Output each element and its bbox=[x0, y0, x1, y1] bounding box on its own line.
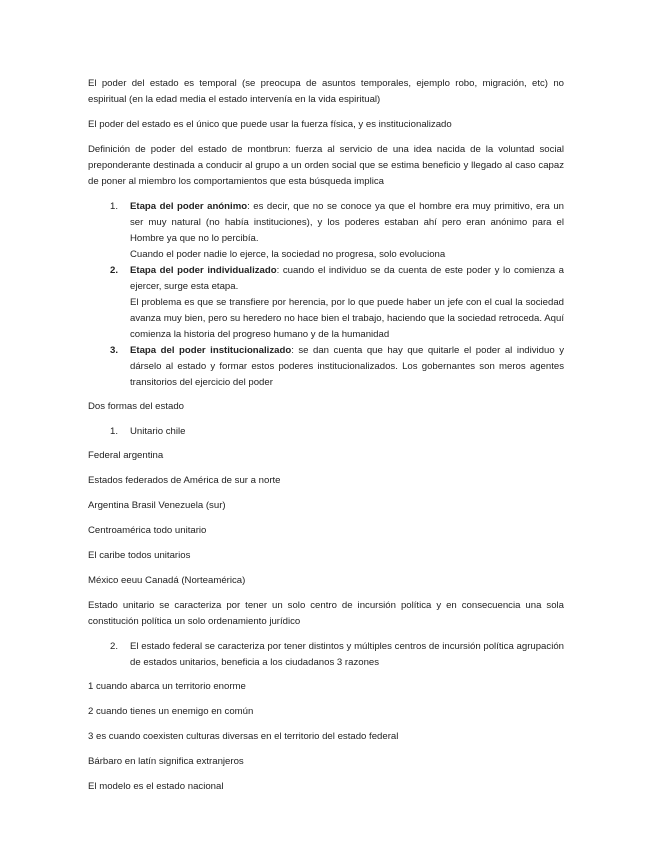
paragraph: México eeuu Canadá (Norteamérica) bbox=[88, 575, 246, 586]
paragraph: El poder del estado es el único que puede usar la fuerza física, y es institucionalizado bbox=[88, 119, 452, 130]
stage-title: Etapa del poder individualizado bbox=[130, 265, 277, 276]
list-number: 2. bbox=[110, 265, 119, 276]
paragraph: Centroamérica todo unitario bbox=[88, 525, 207, 536]
list-item bbox=[88, 263, 564, 343]
stage-text: : es decir, que no se conoce ya que el hombre era muy primitivo, era un ser muy natural (no había instituciones), y los poderes estaban ahí pero eran anónimo para el Hombre ya que no lo percibía. bbox=[130, 201, 565, 244]
stage-title: Etapa del poder institucionalizado bbox=[130, 345, 292, 356]
list-item bbox=[88, 639, 564, 671]
forms-list-2 bbox=[88, 639, 564, 671]
stage-text: : se dan cuenta que hay que quitarle el poder al individuo y dárselo al estado y formar estos poderes institucionalizados. Los gobernantes son meros agentes transitorios del ejercicio del poder bbox=[130, 345, 564, 388]
paragraph: Estados federados de América de sur a norte bbox=[88, 475, 281, 486]
paragraph: 2 cuando tienes un enemigo en común bbox=[88, 706, 254, 717]
paragraph: Federal argentina bbox=[88, 450, 164, 461]
list-item bbox=[88, 199, 564, 263]
document-page bbox=[88, 76, 564, 804]
paragraph: El poder del estado es temporal (se preocupa de asuntos temporales, ejemplo robo, migración, etc) no espiritual (en la edad media el estado intervenía en la vida espiritual) bbox=[88, 78, 564, 105]
paragraph: Bárbaro en latín significa extranjeros bbox=[88, 756, 244, 767]
list-number: 3. bbox=[110, 345, 119, 356]
stage-title: Etapa del poder anónimo bbox=[130, 201, 248, 212]
paragraph: El modelo es el estado nacional bbox=[88, 781, 224, 792]
stage-continuation: El problema es que se transfiere por herencia, por lo que puede haber un jefe con el cual la sociedad avanza muy bien, pero su heredero no hace bien el trabajo, haciendo que la sociedad retroceda. Aquí comienza la historia del progreso humano y de la humanidad bbox=[130, 297, 564, 340]
list-item bbox=[88, 424, 564, 440]
paragraph: Estado unitario se caracteriza por tener un solo centro de incursión política y en consecuencia una sola constitución política un solo ordenamiento jurídico bbox=[88, 600, 564, 627]
list-number: 1. bbox=[110, 201, 119, 212]
paragraph: 3 es cuando coexisten culturas diversas en el territorio del estado federal bbox=[88, 731, 399, 742]
stages-list bbox=[88, 199, 564, 391]
list-number: 2. bbox=[110, 641, 119, 652]
paragraph: Definición de poder del estado de montbrun: fuerza al servicio de una idea nacida de la voluntad social preponderante destinada a conducir al grupo a un orden social que se estima beneficio y llegado al caso capaz de poner al miembro los comportamientos que esta búsqueda implica bbox=[88, 144, 564, 187]
paragraph: Argentina Brasil Venezuela (sur) bbox=[88, 500, 226, 511]
list-text: Unitario chile bbox=[130, 426, 186, 437]
stage-continuation: Cuando el poder nadie lo ejerce, la sociedad no progresa, solo evoluciona bbox=[130, 249, 446, 260]
paragraph: El caribe todos unitarios bbox=[88, 550, 191, 561]
list-number: 1. bbox=[110, 426, 119, 437]
paragraph: 1 cuando abarca un territorio enorme bbox=[88, 681, 246, 692]
list-text: El estado federal se caracteriza por tener distintos y múltiples centros de incursión política agrupación de estados unitarios, beneficia a los ciudadanos 3 razones bbox=[130, 641, 564, 668]
paragraph: Dos formas del estado bbox=[88, 401, 184, 412]
forms-list-1 bbox=[88, 424, 564, 440]
stage-text: : cuando el individuo se da cuenta de este poder y lo comienza a ejercer, surge esta etapa. bbox=[130, 265, 564, 292]
list-item bbox=[88, 343, 564, 391]
